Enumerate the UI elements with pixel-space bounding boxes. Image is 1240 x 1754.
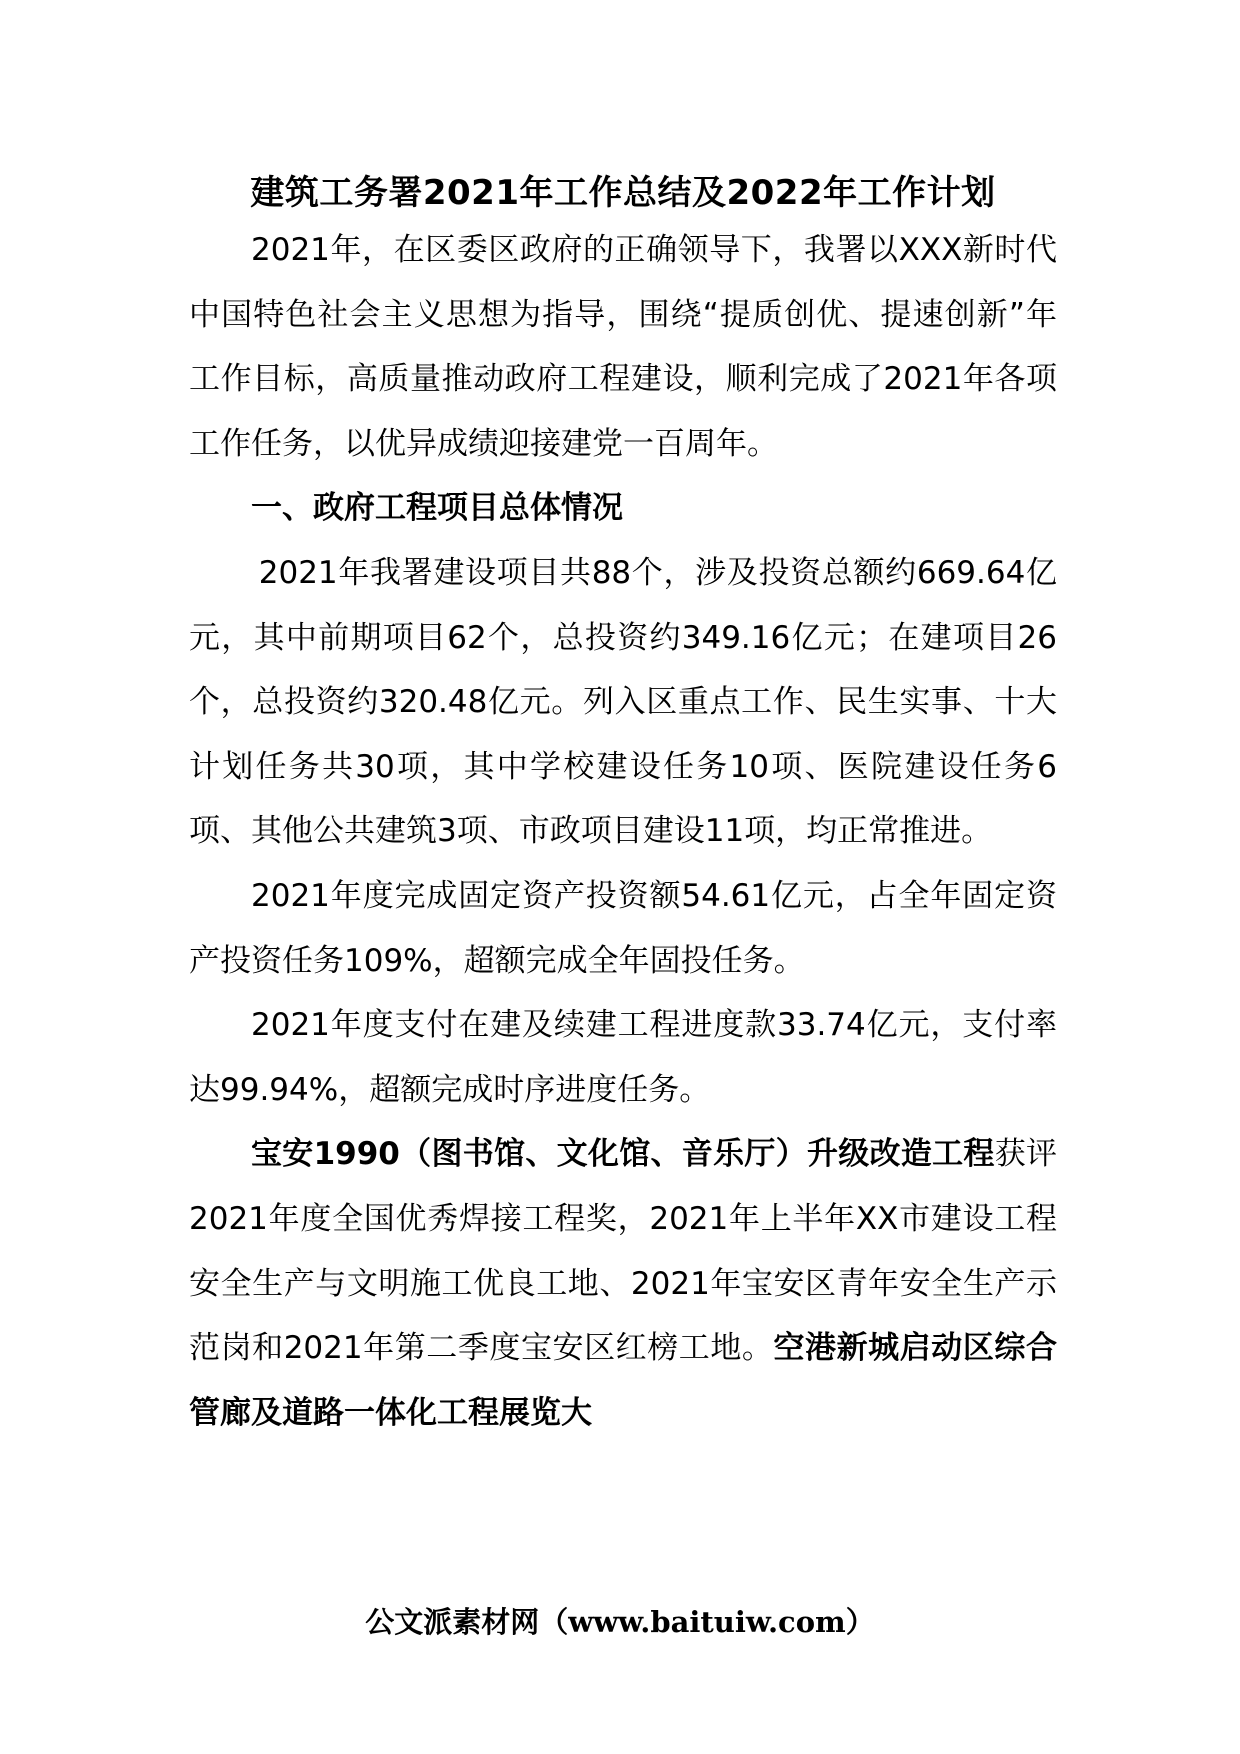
document-body bbox=[189, 170, 1057, 1445]
page-footer-watermark: 公文派素材网（www.baituiw.com） bbox=[365, 1605, 875, 1639]
paragraph-awards bbox=[189, 1122, 1057, 1445]
section-heading-1: 一、政府工程项目总体情况 bbox=[251, 490, 623, 527]
document-title: 建筑工务署2021年工作总结及2022年工作计划 bbox=[250, 173, 996, 213]
paragraph-project-overview: 2021年我署建设项目共88个，涉及投资总额约669.64亿元，其中前期项目62个，总投资约349.16亿元；在建项目26个，总投资约320.48亿元。列入区重点工作、民生实事、十大计划任务共30项，其中学校建设任务10项、医院建设任务6项、其他公共建筑3项、市政项目建设11项，均正常推进。 bbox=[189, 554, 1057, 850]
awards-text: 获评2021年度全国优秀焊接工程奖，2021年上半年XX市建设工程安全生产与文明施工优良工地、2021年宝安区青年安全生产示范岗和2021年第二季度宝安区红榜工地。 bbox=[189, 1136, 1058, 1367]
project-name-baoan-1990: 宝安1990（图书馆、文化馆、音乐厅）升级改造工程 bbox=[251, 1136, 995, 1173]
paragraph-progress-payment: 2021年度支付在建及续建工程进度款33.74亿元，支付率达99.94%，超额完成时序进度任务。 bbox=[189, 1007, 1057, 1108]
intro-paragraph: 2021年，在区委区政府的正确领导下，我署以XXX新时代中国特色社会主义思想为指导，围绕“提质创优、提速创新”年工作目标，高质量推动政府工程建设，顺利完成了2021年各项工作任务，以优异成绩迎接建党一百周年。 bbox=[189, 232, 1057, 462]
project-name-airport-new-city: 空港新城启动区综合管廊及道路一体化工程展览大 bbox=[189, 1330, 1057, 1431]
paragraph-fixed-asset-investment: 2021年度完成固定资产投资额54.61亿元，占全年固定资产投资任务109%，超额完成全年固投任务。 bbox=[189, 877, 1057, 979]
